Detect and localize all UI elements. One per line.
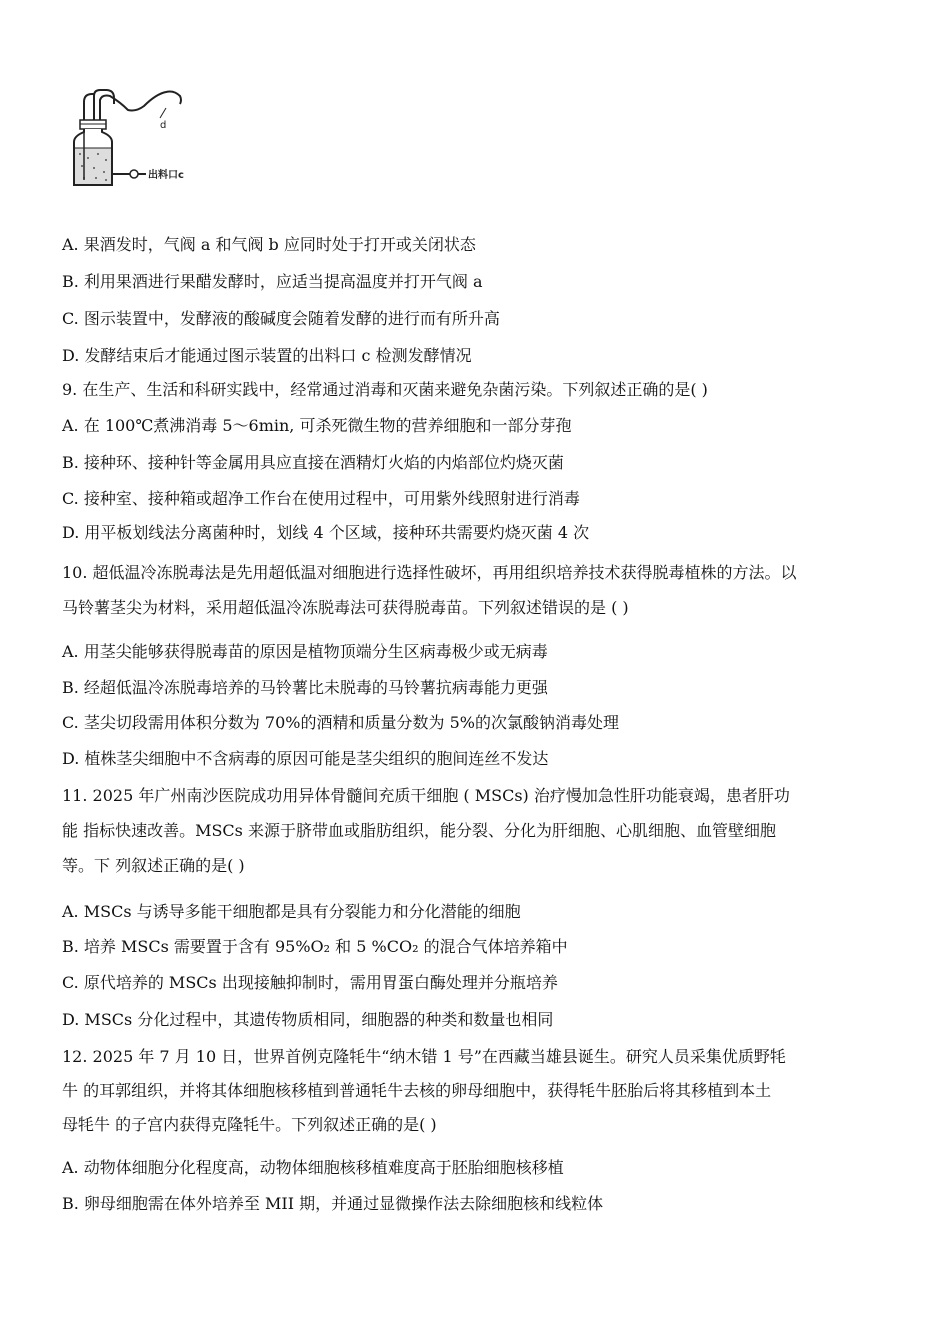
q9-stem: 9. 在生产、生活和科研实践中，经常通过消毒和灭菌来避免杂菌污染。下列叙述正确的是( ) <box>62 380 708 399</box>
q10-stem-line-1: 10. 超低温冷冻脱毒法是先用超低温对细胞进行选择性破坏，再用组织培养技术获得脱毒植株的方法。以 <box>62 563 797 582</box>
q9-option-c: C. 接种室、接种箱或超净工作台在使用过程中，可用紫外线照射进行消毒 <box>62 489 580 508</box>
q11-option-a: A. MSCs 与诱导多能干细胞都是具有分裂能力和分化潜能的细胞 <box>62 902 521 921</box>
q8-option-b: B. 利用果酒进行果醋发酵时，应适当提高温度并打开气阀 a <box>62 272 483 291</box>
q12-stem-line-2: 牛 的耳郭组织，并将其体细胞核移植到普通牦牛去核的卵母细胞中，获得牦牛胚胎后将其移植到本土 <box>62 1081 772 1100</box>
q9-option-d: D. 用平板划线法分离菌种时，划线 4 个区域，接种环共需要灼烧灭菌 4 次 <box>62 523 590 542</box>
label-outlet: 出料口c <box>148 170 184 181</box>
q12-option-b: B. 卵母细胞需在体外培养至 MII 期，并通过显微操作法去除细胞核和线粒体 <box>62 1194 604 1213</box>
q10-option-c: C. 茎尖切段需用体积分数为 70%的酒精和质量分数为 5%的次氯酸钠消毒处理 <box>62 713 619 732</box>
q9-option-b: B. 接种环、接种针等金属用具应直接在酒精灯火焰的内焰部位灼烧灭菌 <box>62 453 564 472</box>
q8-option-a: A. 果酒发时，气阀 a 和气阀 b 应同时处于打开或关闭状态 <box>62 235 476 254</box>
q10-option-b: B. 经超低温冷冻脱毒培养的马铃薯比未脱毒的马铃薯抗病毒能力更强 <box>62 678 548 697</box>
q10-stem-line-2: 马铃薯茎尖为材料，采用超低温冷冻脱毒法可获得脱毒苗。下列叙述错误的是 ( ) <box>62 598 629 617</box>
q10-option-a: A. 用茎尖能够获得脱毒苗的原因是植物顶端分生区病毒极少或无病毒 <box>62 642 548 661</box>
q11-option-c: C. 原代培养的 MSCs 出现接触抑制时，需用胃蛋白酶处理并分瓶培养 <box>62 973 558 992</box>
q11-option-b: B. 培养 MSCs 需要置于含有 95%O₂ 和 5 %CO₂ 的混合气体培养箱中 <box>62 937 568 956</box>
q12-stem-line-3: 母牦牛 的子宫内获得克隆牦牛。下列叙述正确的是( ) <box>62 1115 437 1134</box>
q11-stem-line-1: 11. 2025 年广州南沙医院成功用异体骨髓间充质干细胞 ( MSCs) 治疗慢加急性肝功能衰竭，患者肝功 <box>62 786 790 805</box>
q8-option-d: D. 发酵结束后才能通过图示装置的出料口 c 检测发酵情况 <box>62 346 472 365</box>
q10-option-d: D. 植株茎尖细胞中不含病毒的原因可能是茎尖组织的胞间连丝不发达 <box>62 749 549 768</box>
label-d: d <box>160 120 167 131</box>
q11-option-d: D. MSCs 分化过程中，其遗传物质相同，细胞器的种类和数量也相同 <box>62 1010 554 1029</box>
fermentation-apparatus-figure <box>70 82 230 192</box>
q11-stem-line-3: 等。下 列叙述正确的是( ) <box>62 856 245 875</box>
q9-option-a: A. 在 100℃煮沸消毒 5～6min, 可杀死微生物的营养细胞和一部分芽孢 <box>62 416 572 435</box>
q12-stem-line-1: 12. 2025 年 7 月 10 日，世界首例克隆牦牛“纳木错 1 号”在西藏当雄县诞生。研究人员采集优质野牦 <box>62 1047 786 1066</box>
q11-stem-line-2: 能 指标快速改善。MSCs 来源于脐带血或脂肪组织，能分裂、分化为肝细胞、心肌细胞、血管壁细胞 <box>62 821 776 840</box>
q8-option-c: C. 图示装置中，发酵液的酸碱度会随着发酵的进行而有所升高 <box>62 309 500 328</box>
q12-option-a: A. 动物体细胞分化程度高，动物体细胞核移植难度高于胚胎细胞核移植 <box>62 1158 564 1177</box>
